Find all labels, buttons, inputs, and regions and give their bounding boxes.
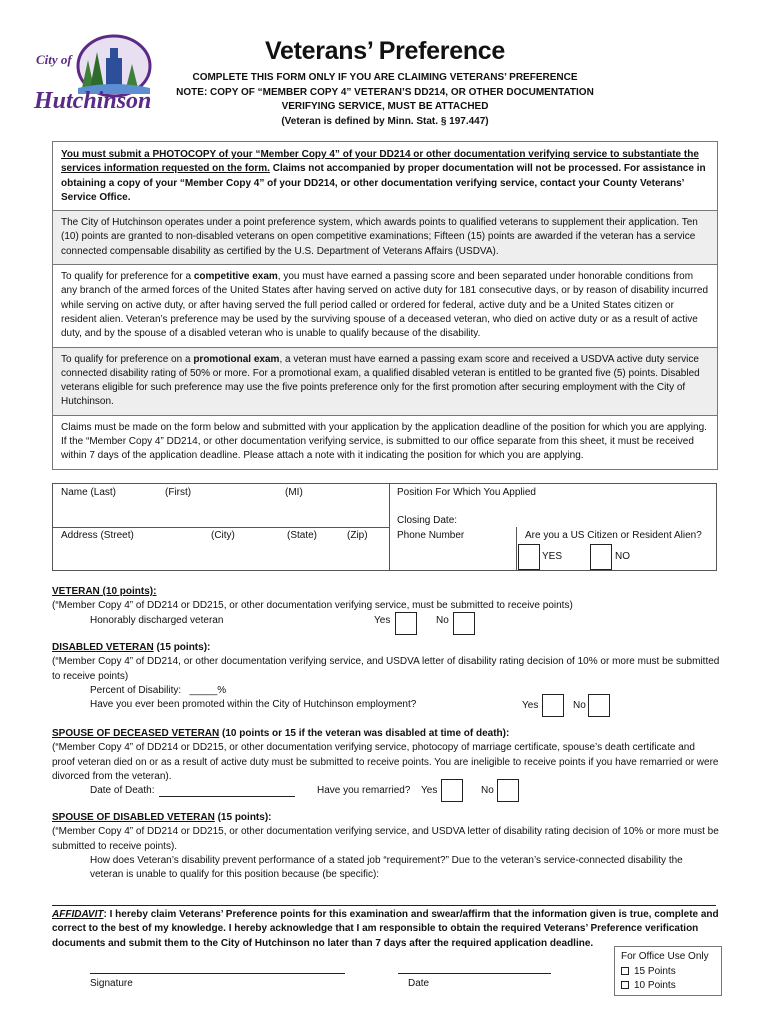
veteran-note: (“Member Copy 4” of DD214 or DD215, or other documentation verifying service, must be submitted to receive points) <box>52 600 573 612</box>
disabled-note: (“Member Copy 4” of DD214, or other documentation verifying service, and USDVA letter of disability rating decision of 10% or more must be submitted to receive points) <box>52 656 720 682</box>
photocopy-requirement: You must submit a PHOTOCOPY of your “Member Copy 4” of your DD214 or other documentation verifying service to substantiate the services information requested on the form. Claims not accompanied by proper documentation will not be processed. For assistance in obtaining a copy of your “Member Copy 4” of your DD214, or other documentation verifying service, contact your County Veterans’ Service Office. <box>52 141 718 210</box>
date-of-death-input[interactable] <box>159 796 295 797</box>
logo-graphic <box>30 30 165 120</box>
subtitle-line: NOTE: COPY OF “MEMBER COPY 4” VETERAN’S DD214, OR OTHER DOCUMENTATION <box>176 86 594 98</box>
veteran-no-checkbox[interactable] <box>453 612 475 635</box>
svg-text:City of: City of <box>36 52 72 67</box>
affidavit-text: AFFIDAVIT: I hereby claim Veterans’ Preference points for this examination and swear/affirm that the information given is true, complete and correct to the best of my knowledge. I hereby acknowledge that I am responsible to obtain the required Veterans’ Preference verification documents and submit them to the City of Hutchinson no later than 7 days after the required application deadline. <box>52 909 719 949</box>
position-field[interactable]: Position For Which You Applied <box>397 487 536 498</box>
subtitle-line: VERIFYING SERVICE, MUST BE ATTACHED <box>281 101 489 112</box>
percent-disability-row: Percent of Disability: _____% <box>90 684 227 696</box>
date-label: Date <box>408 978 430 989</box>
remarried-no-label: No <box>481 785 494 796</box>
competitive-exam-info: To qualify for preference for a competitive exam, you must have earned a passing score and been separated under honorable conditions from any branch of the armed forces of the United States after having served on active duty for 181 consecutive days, or by reason of disability incurred while serving on active duty, or after having served the full period called or ordered for federal, active duty and be a United States citizen or resident alien. Veteran’s preference may be used by the surviving spouse of a deceased veteran, who died on active duty or as a result of active duty, and by the spouse of a disabled veteran who is unable to qualify because of the disability. <box>52 264 718 346</box>
date-of-death-label: Date of Death: <box>90 785 155 797</box>
name-mi-field[interactable]: (MI) <box>285 487 303 498</box>
closing-date-field[interactable]: Closing Date: <box>397 515 458 526</box>
veteran-heading: VETERAN (10 points): <box>52 586 157 597</box>
spouse-deceased-note: (“Member Copy 4” of DD214 or DD215, or other documentation verifying service, photocopy of marriage certificate, spouse’s death certificate and proof veteran died on or as a result of active duty must be submitted to receive points. You are ineligible to receive points if you have remarried or were divorced from the veteran). <box>52 742 719 782</box>
city-logo <box>30 30 165 120</box>
veteran-yes-checkbox[interactable] <box>395 612 417 635</box>
disabled-heading: DISABLED VETERAN (15 points): <box>52 642 211 653</box>
office-use-title: For Office Use Only <box>621 951 709 962</box>
name-first-field[interactable]: (First) <box>165 487 192 498</box>
checkbox-icon[interactable] <box>621 967 629 975</box>
honorable-discharge-label: Honorably discharged veteran <box>90 614 224 626</box>
spouse-deceased-heading: SPOUSE OF DECEASED VETERAN (10 points or 15 if the veteran was disabled at time of death): <box>52 728 510 739</box>
remarried-no-checkbox[interactable] <box>497 779 519 802</box>
address-street-field[interactable]: Address (Street) <box>61 530 134 541</box>
veteran-no-label: No <box>436 615 449 626</box>
citizen-no-checkbox[interactable] <box>590 544 612 570</box>
remarried-yes-checkbox[interactable] <box>441 779 463 802</box>
address-state-field[interactable]: (State) <box>287 530 318 541</box>
promotional-exam-info: To qualify for preference on a promotional exam, a veteran must have earned a passing exam score and received a USDVA active duty service connected disability rating of 50% or more. For a promotional exam, a qualified disabled veteran is entitled to be granted five (5) points. Disabled veterans eligible for such preference may use the five points preference only for the first promotion after securing employment with the City of Hutchinson. <box>52 347 718 415</box>
page-title: Veterans’ Preference <box>265 37 505 65</box>
citizen-yes-checkbox[interactable] <box>518 544 540 570</box>
citizen-question: Are you a US Citizen or Resident Alien? <box>525 530 702 541</box>
name-last-field[interactable]: Name (Last) <box>61 487 117 498</box>
date-input[interactable] <box>398 973 551 974</box>
promoted-no-checkbox[interactable] <box>588 694 610 717</box>
signature-input[interactable] <box>90 973 345 974</box>
spouse-disabled-note: (“Member Copy 4” of DD214 or DD215, or other documentation verifying service, and USDVA letter of disability rating decision of 10% or more must be submitted to receive points). <box>52 826 719 852</box>
address-zip-field[interactable]: (Zip) <box>347 530 368 541</box>
veteran-yes-label: Yes <box>374 615 391 626</box>
claims-deadline-info: Claims must be made on the form below and submitted with your application by the application deadline of the position for which you are applying. If the “Member Copy 4” DD214, or other documentation verifying service, is submitted to our office separate from this sheet, it must be received within 7 days of the application deadline. Please attach a note with it indicating the position for which you are applying. <box>52 415 718 470</box>
promoted-question: Have you ever been promoted within the City of Hutchinson employment? <box>90 699 417 711</box>
office-15-points[interactable]: 15 Points <box>621 965 715 980</box>
percent-disability-input[interactable]: _____% <box>189 684 227 696</box>
subtitle-line: (Veteran is defined by Minn. Stat. § 197.447) <box>281 115 489 127</box>
point-system-info: The City of Hutchinson operates under a point preference system, which awards points to qualified veterans to supplement their application. Ten (10) points are granted to non-disabled veterans on open competitive examinations; Fifteen (15) points are awarded if the veteran has a service connected compensable disability as certified by the U.S. Department of Veterans Affairs (USDVA). <box>52 210 718 264</box>
citizen-no-label: NO <box>615 551 630 562</box>
promoted-no-label: No <box>573 700 586 711</box>
office-use-box <box>614 946 722 996</box>
office-10-points[interactable]: 10 Points <box>621 979 715 994</box>
promoted-yes-checkbox[interactable] <box>542 694 564 717</box>
affidavit-divider <box>52 905 716 906</box>
checkbox-icon[interactable] <box>621 981 629 989</box>
remarried-question: Have you remarried? <box>317 785 411 796</box>
subtitle-line: COMPLETE THIS FORM ONLY IF YOU ARE CLAIMING VETERANS’ PREFERENCE <box>192 72 578 83</box>
instructions-panel <box>52 141 718 470</box>
disability-job-question: How does Veteran’s disability prevent performance of a stated job “requirement?” Due to the veteran’s service-connected disability the veteran is unable to qualify for this position because (be specific): <box>90 854 683 881</box>
applicant-info-grid <box>52 483 717 571</box>
remarried-yes-label: Yes <box>421 785 438 796</box>
svg-text:Hutchinson: Hutchinson <box>34 88 152 114</box>
citizen-yes-label: YES <box>542 551 563 562</box>
page-subtitle <box>165 71 605 129</box>
spouse-disabled-section <box>52 811 720 882</box>
promoted-yes-label: Yes <box>522 700 539 711</box>
spouse-disabled-heading: SPOUSE OF DISABLED VETERAN (15 points): <box>52 812 272 823</box>
address-city-field[interactable]: (City) <box>211 530 235 541</box>
phone-field[interactable]: Phone Number <box>397 530 465 541</box>
disabled-veteran-section <box>52 641 720 712</box>
signature-label: Signature <box>90 978 133 989</box>
